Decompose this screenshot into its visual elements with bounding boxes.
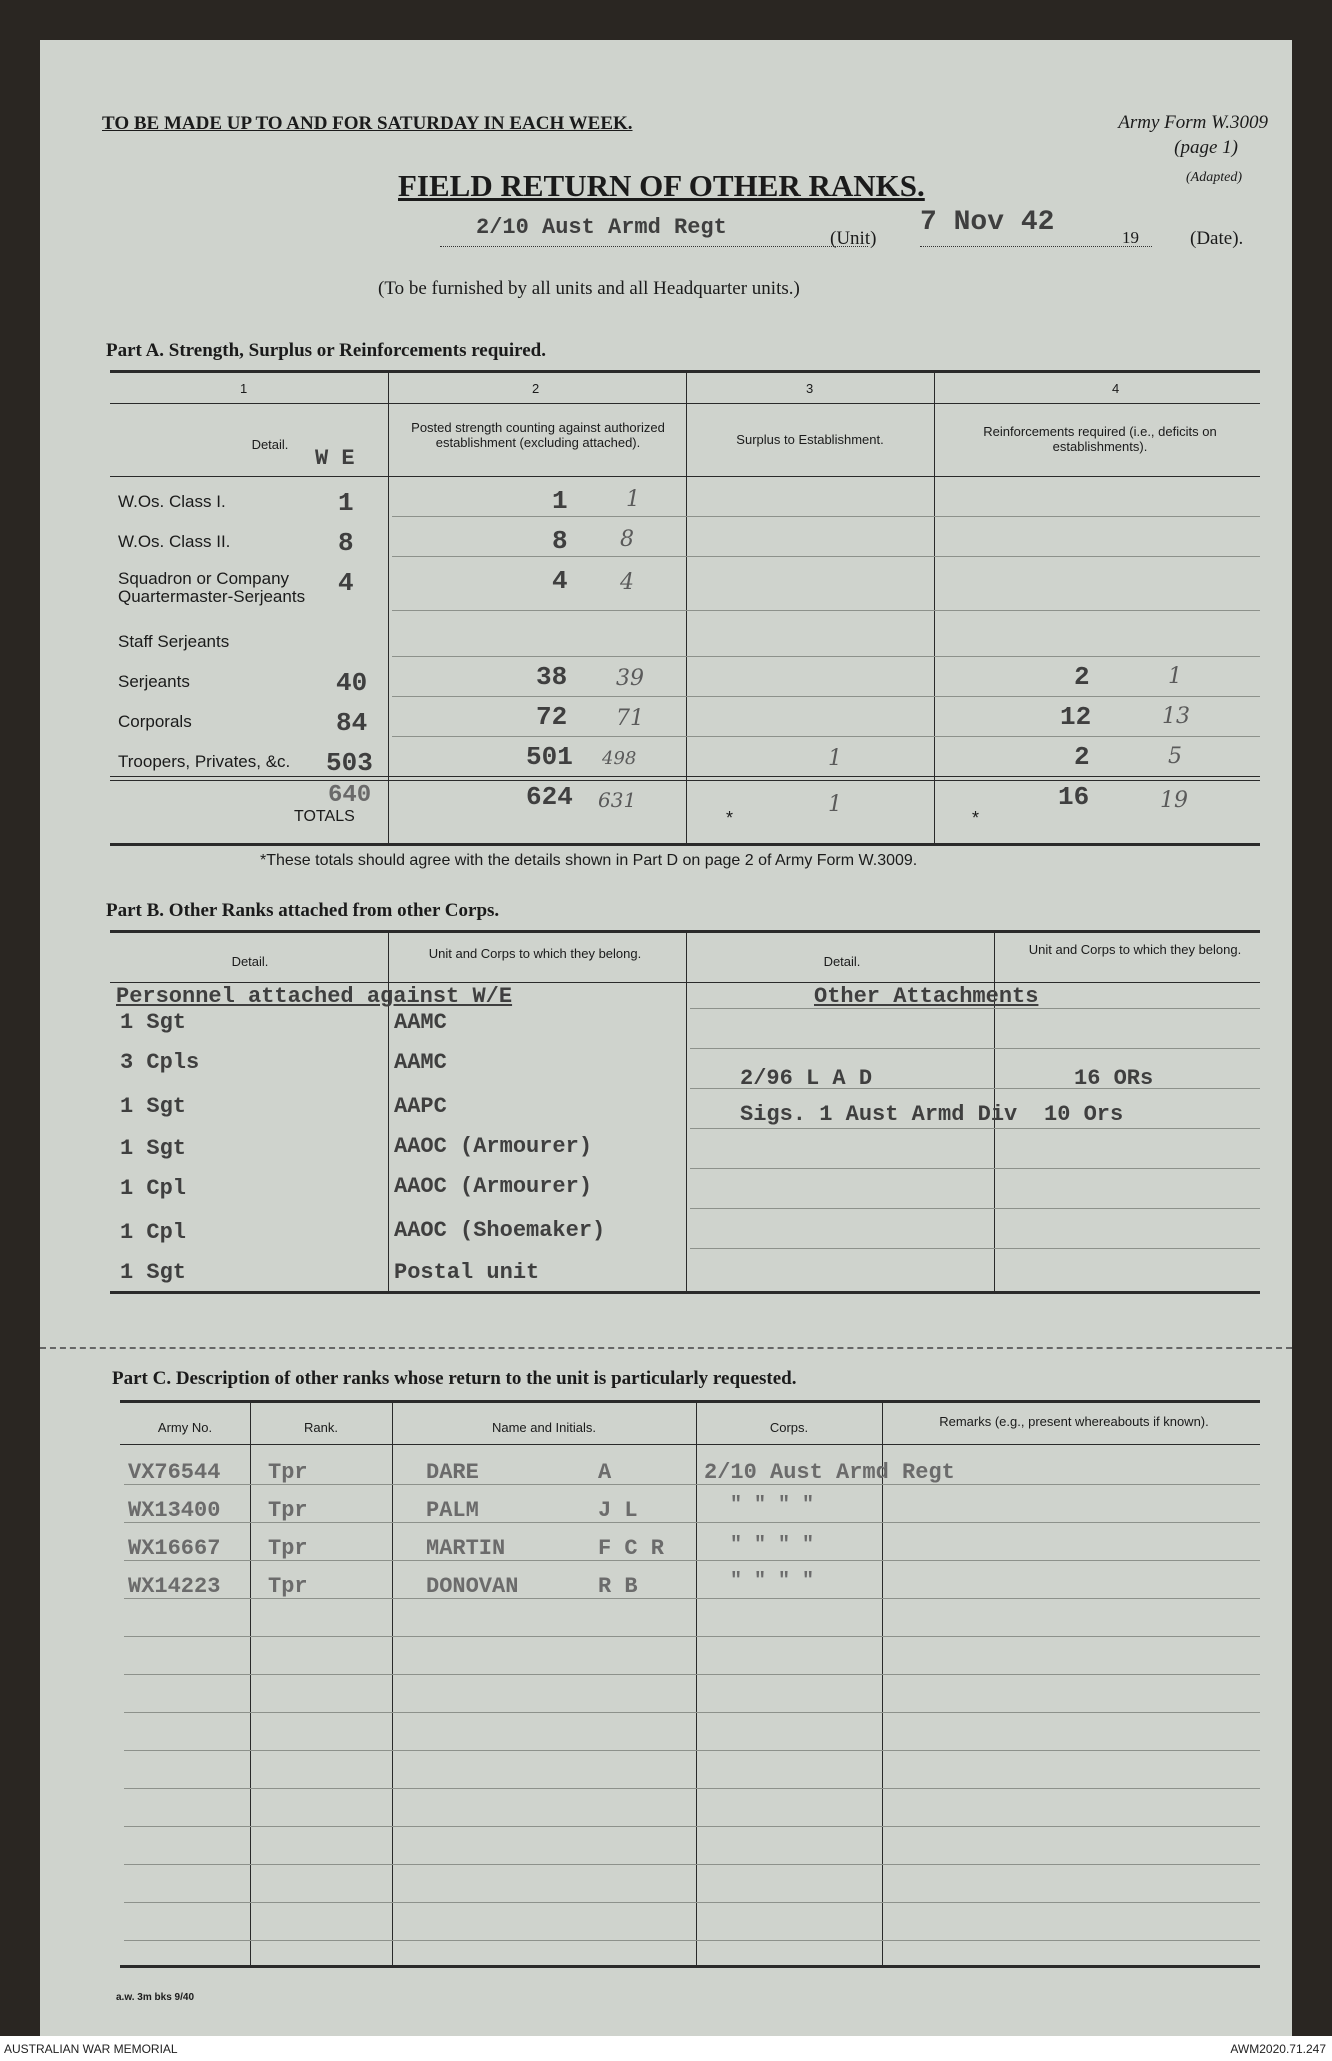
part-b-right-unit-1: 10 Ors [1044,1102,1124,1127]
row-posted-hand-sqms: 4 [620,570,634,595]
row-label-staff-sjts: Staff Serjeants [118,632,230,651]
row-we-corporals: 84 [336,708,368,738]
part-c-col-rank: Rank. [304,1420,338,1435]
row-we-troopers: 503 [326,748,373,778]
part-b-left-detail-0: 1 Sgt [120,1010,187,1035]
col-number-1: 1 [240,381,248,396]
part-b-col-detail-left: Detail. [231,954,269,969]
totals-reinf-star: * [972,808,980,828]
page-number: (page 1) [1174,137,1238,158]
part-b-title: Part B. Other Ranks attached from other Corps. [106,900,500,921]
adapted-note: (Adapted) [1186,170,1242,185]
part-c-corps-0: 2/10 Aust Armd Regt [704,1460,955,1485]
part-c-rank-0: Tpr [268,1460,308,1485]
year-prefix: 19 [1122,228,1139,247]
col-number-3: 3 [806,381,814,396]
row-we-serjeants: 40 [336,668,368,698]
part-c-army-no-0: VX76544 [128,1460,221,1485]
part-c-name-3: DONOVAN [426,1574,519,1599]
part-c-col-army-no: Army No. [157,1420,213,1435]
date-label: (Date). [1190,228,1244,249]
row-we-wo1: 1 [338,488,354,518]
footer-left: AUSTRALIAN WAR MEMORIAL [4,2042,178,2056]
form-sheet [40,40,1292,2036]
totals-note: *These totals should agree with the details shown in Part D on page 2 of Army Form W.3009. [260,852,918,869]
subtitle: (To be furnished by all units and all Headquarter units.) [378,278,800,299]
part-c-army-no-1: WX13400 [128,1498,221,1523]
col-header-reinforcements: Reinforcements required (i.e., deficits on establishments). [983,424,1217,454]
cut-line [40,1347,1292,1349]
totals-reinf-hand: 19 [1160,788,1188,813]
row-reinf-corporals: 12 [1060,702,1092,732]
part-b-left-detail-3: 1 Sgt [120,1136,187,1161]
part-b-left-unit-6: Postal unit [394,1260,540,1285]
part-b-left-unit-3: AAOC (Armourer) [394,1134,593,1159]
row-reinf-troopers: 2 [1074,742,1090,772]
part-b-left-detail-2: 1 Sgt [120,1094,187,1119]
totals-reinf: 16 [1058,782,1090,812]
row-posted-troopers: 501 [526,742,573,772]
part-b-col-unit-left: Unit and Corps to which they belong. [428,946,642,961]
row-label-troopers: Troopers, Privates, &c. [118,752,291,771]
part-c-corps-3: " " " " [730,1570,815,1593]
date-value: 7 Nov 42 [920,207,1055,238]
part-c-initials-3: R B [598,1574,638,1599]
part-c-title: Part C. Description of other ranks whose return to the unit is particularly requested. [112,1368,797,1389]
part-b-left-unit-0: AAMC [394,1010,447,1035]
part-c-initials-1: J L [598,1498,638,1523]
we-label: W E [315,446,355,471]
part-b-left-unit-2: AAPC [394,1094,447,1119]
col-header-detail: Detail. [251,437,289,452]
part-b-left-detail-5: 1 Cpl [120,1220,187,1245]
row-posted-hand-wo1: 1 [626,487,640,512]
totals-posted: 624 [526,782,573,812]
form-number: Army Form W.3009 [1118,112,1268,133]
part-b-left-heading: Personnel attached against W/E [116,984,513,1009]
unit-value: 2/10 Aust Armd Regt [476,215,727,240]
part-b-right-detail-1: Sigs. 1 Aust Armd Div [740,1102,1018,1127]
unit-label: (Unit) [830,228,877,249]
row-reinf-hand-serjeants: 1 [1168,664,1182,689]
row-we-wo2: 8 [338,528,354,558]
row-posted-hand-wo2: 8 [620,527,634,552]
row-posted-serjeants: 38 [536,662,568,692]
row-posted-corporals: 72 [536,702,568,732]
part-b-right-detail-0: 2/96 L A D [740,1066,873,1091]
part-c-rank-3: Tpr [268,1574,308,1599]
row-surplus-troopers: 1 [828,746,842,771]
col-header-surplus: Surplus to Establishment. [736,432,884,447]
print-code: a.w. 3m bks 9/40 [116,1992,195,2003]
part-c-army-no-3: WX14223 [128,1574,221,1599]
part-b-left-unit-4: AAOC (Armourer) [394,1174,593,1199]
row-posted-hand-troopers: 498 [602,748,637,769]
part-c-army-no-2: WX16667 [128,1536,221,1561]
row-posted-hand-corporals: 71 [616,706,644,731]
row-label-wo2: W.Os. Class II. [118,532,231,551]
instruction-line: TO BE MADE UP TO AND FOR SATURDAY IN EACH WEEK. [102,113,633,134]
footer-right: AWM2020.71.247 [1230,2042,1326,2056]
row-reinf-serjeants: 2 [1074,662,1090,692]
part-c-rank-2: Tpr [268,1536,308,1561]
part-c-corps-2: " " " " [730,1534,815,1557]
row-reinf-hand-troopers: 5 [1168,744,1182,769]
row-label-wo1: W.Os. Class I. [118,492,226,511]
row-posted-wo2: 8 [552,526,568,556]
row-posted-hand-serjeants: 39 [616,666,644,691]
part-c-col-remarks: Remarks (e.g., present whereabouts if known). [939,1414,1209,1429]
part-c-initials-2: F C R [598,1536,665,1561]
row-label-sqms: Squadron or Company Quartermaster-Serjeants [118,569,306,606]
part-c-col-corps: Corps. [769,1420,809,1435]
totals-label: TOTALS [294,808,355,825]
part-b-col-detail-right: Detail. [823,954,861,969]
row-label-serjeants: Serjeants [118,672,190,691]
part-b-left-unit-5: AAOC (Shoemaker) [394,1218,606,1243]
totals-we: 640 [328,782,372,809]
row-we-sqms: 4 [338,568,354,598]
col-header-posted: Posted strength counting against authorized establishment (excluding attached). [411,420,665,450]
part-a-title: Part A. Strength, Surplus or Reinforcements required. [106,340,546,361]
part-b-left-detail-6: 1 Sgt [120,1260,187,1285]
row-reinf-hand-corporals: 13 [1162,704,1190,729]
part-b-right-unit-0: 16 ORs [1074,1066,1154,1091]
col-number-4: 4 [1112,381,1120,396]
row-posted-sqms: 4 [552,566,568,596]
part-c-col-name: Name and Initials. [491,1420,597,1435]
part-c-initials-0: A [598,1460,612,1485]
part-b-left-detail-4: 1 Cpl [120,1176,187,1201]
totals-surplus-star: * [726,808,734,828]
part-c-name-0: DARE [426,1460,479,1485]
row-posted-wo1: 1 [552,486,568,516]
part-c-rank-1: Tpr [268,1498,308,1523]
part-b-left-detail-1: 3 Cpls [120,1050,200,1075]
totals-posted-hand: 631 [598,788,637,812]
row-label-corporals: Corporals [118,712,192,731]
totals-surplus: 1 [828,792,842,817]
part-b-left-unit-1: AAMC [394,1050,447,1075]
part-c-name-1: PALM [426,1498,479,1523]
archive-footer [0,2036,1332,2061]
part-b-col-unit-right: Unit and Corps to which they belong. [1028,942,1242,957]
col-number-2: 2 [532,381,540,396]
part-c-corps-1: " " " " [730,1494,815,1517]
page-title: FIELD RETURN OF OTHER RANKS. [398,168,925,203]
part-c-name-2: MARTIN [426,1536,506,1561]
part-b-right-heading: Other Attachments [814,984,1039,1009]
